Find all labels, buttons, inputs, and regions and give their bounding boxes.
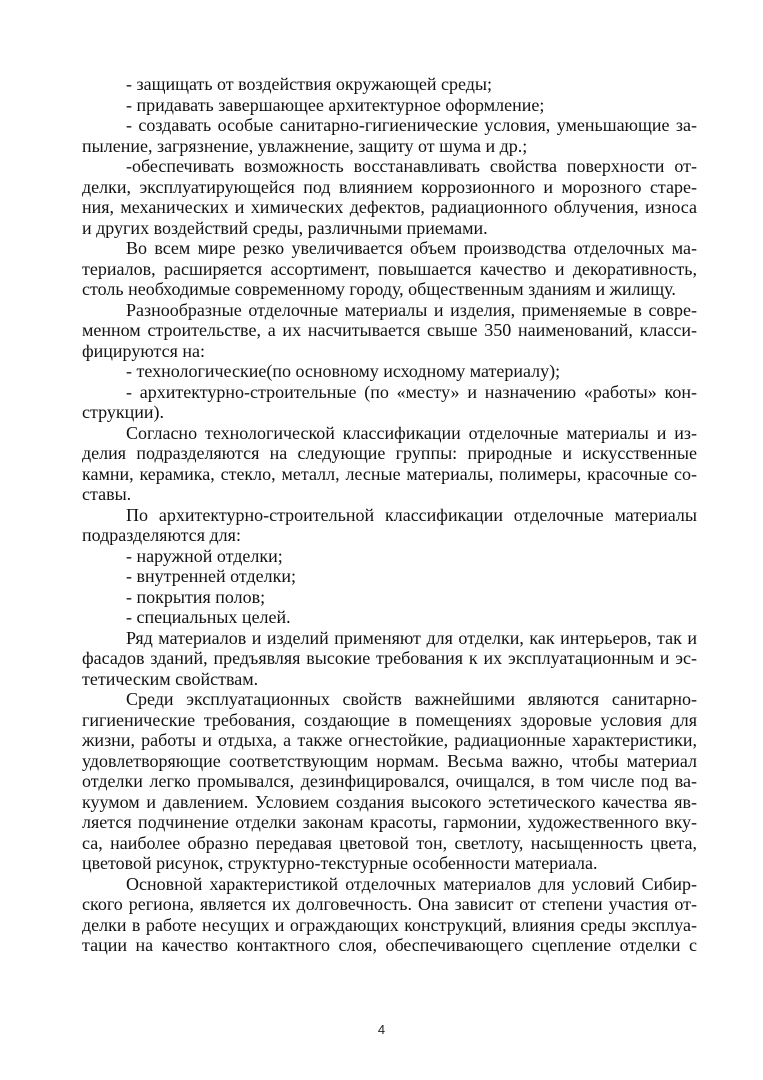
text-line: - покрытия полов; — [126, 586, 266, 607]
text-line: - технологические(по основному исходному материалу); — [126, 361, 561, 381]
text-line: камни, керамика, стекло, металл, лесные материалы, полимеры, красочные со- — [82, 463, 697, 484]
text-line: пыление, загрязнение, увлажнение, защиту от шума и др.; — [82, 135, 528, 156]
text-line: подразделяются для: — [82, 525, 241, 545]
text-line: - защищать от воздействия окружающей среды; — [126, 74, 493, 94]
text-line: - внутренней отделки; — [126, 566, 296, 586]
text-line: - придавать завершающее архитектурное оформление; — [126, 94, 545, 115]
text-line: Разнообразные отделочные материалы и изделия, применяемые в совре- — [126, 299, 697, 320]
paragraph — [82, 628, 697, 690]
text-line: удовлетворяющие соответствующим нормам. Весьма важно, чтобы материал — [82, 750, 697, 771]
text-line: териалов, расширяется ассортимент, повышается качество и декоративность, — [82, 258, 697, 279]
text-line: тации на качество контактного слоя, обеспечивающего сцепление отделки с — [82, 935, 697, 955]
text-line: отделки легко промывался, дезинфицировался, очищался, в том числе под ва- — [82, 771, 697, 791]
text-line: -обеспечивать возможность восстанавливать свойства поверхности от- — [126, 156, 697, 176]
paragraph — [82, 546, 697, 567]
text-line: ляется подчинение отделки законам красоты, гармонии, художественного вку- — [82, 812, 697, 832]
page-number: 4 — [377, 1022, 386, 1037]
text-line: куумом и давлением. Условием создания высокого эстетического качества яв- — [82, 791, 697, 812]
paragraph — [82, 423, 697, 505]
text-line: По архитектурно-строительной классификации отделочные материалы — [126, 504, 697, 525]
text-line: ния, механических и химических дефектов, радиационного облучения, износа — [82, 197, 697, 217]
paragraph — [82, 587, 697, 608]
text-line: - архитектурно-строительные (по «месту» и назначению «работы» кон- — [126, 381, 697, 402]
paragraph — [82, 505, 697, 546]
text-line: - наружной отделки; — [126, 545, 283, 566]
text-line: Во всем мире резко увеличивается объем производства отделочных ма- — [126, 238, 697, 258]
paragraph — [82, 689, 697, 874]
document-body — [82, 74, 697, 956]
text-line: Основной характеристикой отделочных материалов для условий Сибир- — [126, 873, 697, 894]
text-line: струкции). — [82, 402, 164, 422]
text-line: са, наиболее образно передавая цветовой тон, светлоту, насыщенность цвета, — [82, 832, 697, 853]
paragraph — [82, 238, 697, 300]
text-line: Ряд материалов и изделий применяют для отделки, как интерьеров, так и — [126, 627, 697, 648]
text-line: и других воздействий среды, различными приемами. — [82, 217, 488, 238]
text-line: менном строительстве, а их насчитывается свыше 350 наименований, класси- — [82, 320, 697, 340]
text-line: - создавать особые санитарно-гигиенические условия, уменьшающие за- — [126, 115, 697, 135]
text-line: тетическим свойствам. — [82, 668, 259, 689]
paragraph — [82, 115, 697, 156]
text-line: ского региона, является их долговечность. Она зависит от степени участия от- — [82, 894, 697, 914]
text-line: цветовой рисунок, структурно-текстурные особенности материала. — [82, 853, 598, 873]
text-line: фицируются на: — [82, 340, 206, 361]
text-line: столь необходимые современному городу, общественным зданиям и жилищу. — [82, 279, 676, 299]
paragraph — [82, 300, 697, 362]
text-line: жизни, работы и отдыха, а также огнестойкие, радиационные характеристики, — [82, 730, 697, 750]
text-line: делки в работе несущих и ограждающих конструкций, влияния среды эксплуа- — [82, 914, 697, 935]
paragraph — [82, 382, 697, 423]
text-line: ставы. — [82, 484, 132, 504]
paragraph — [82, 607, 697, 628]
text-line: делки, эксплуатирующейся под влиянием коррозионного и морозного старе- — [82, 176, 697, 197]
text-line: гигиенические требования, создающие в помещениях здоровые условия для — [82, 709, 697, 730]
text-line: - специальных целей. — [126, 607, 291, 627]
paragraph — [82, 361, 697, 382]
paragraph — [82, 566, 697, 587]
paragraph — [82, 156, 697, 238]
text-line: Согласно технологической классификации отделочные материалы и из- — [126, 422, 697, 443]
paragraph — [82, 74, 697, 95]
text-line: фасадов зданий, предъявляя высокие требования к их эксплуатационным и эс- — [82, 648, 697, 668]
paragraph — [82, 95, 697, 116]
text-line: делия подразделяются на следующие группы: природные и искусственные — [82, 443, 697, 463]
text-line: Среди эксплуатационных свойств важнейшими являются санитарно- — [126, 689, 697, 709]
paragraph — [82, 874, 697, 956]
